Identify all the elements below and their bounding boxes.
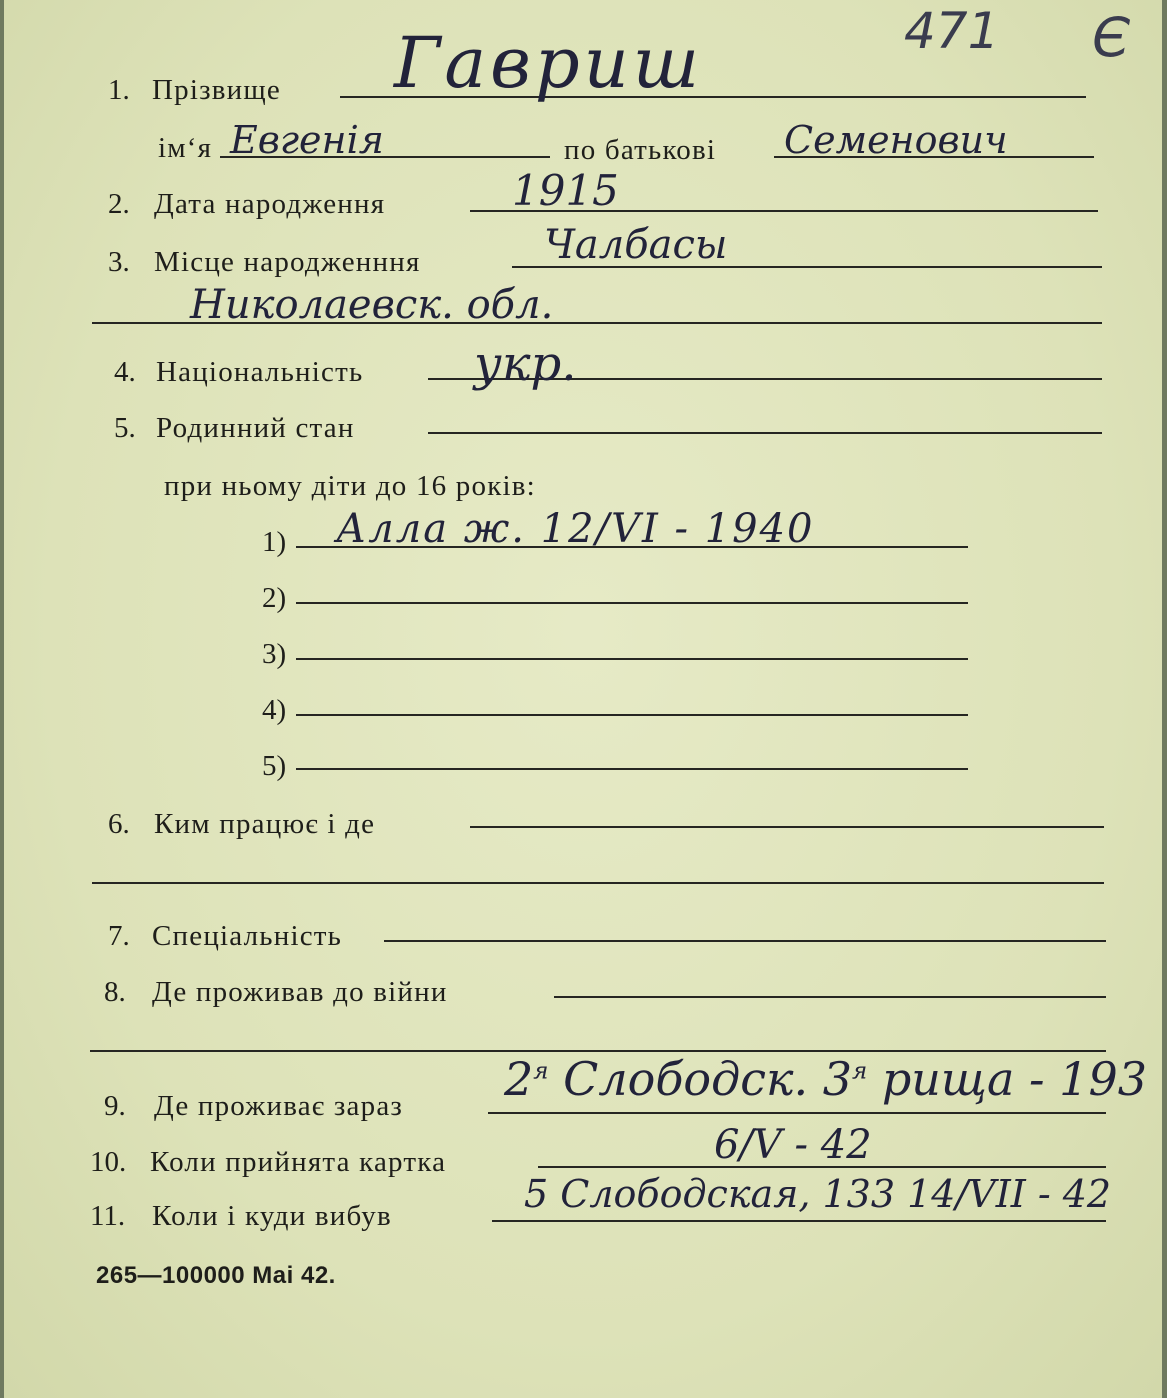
birth-place-value: Чалбасы <box>544 222 728 268</box>
birth-date-value: 1915 <box>512 166 619 215</box>
specialty-line <box>384 940 1106 942</box>
child-2-line <box>296 602 968 604</box>
archive-number: 471 <box>904 2 1000 60</box>
field-7-number: 7. <box>108 920 130 952</box>
marital-label: Родинний стан <box>156 412 355 444</box>
surname-value: Гавриш <box>394 22 704 104</box>
patronymic-label: по батькові <box>564 134 717 166</box>
current-label: Де проживає зараз <box>154 1090 404 1122</box>
accepted-label: Коли прийнята картка <box>150 1146 447 1178</box>
departed-line <box>492 1220 1106 1222</box>
departed-value: 5 Слободская, 133 14/VII - 42 <box>524 1172 1112 1216</box>
child-5-line <box>296 768 968 770</box>
nationality-value: укр. <box>474 336 577 392</box>
children-header: при ньому діти до 16 років: <box>164 470 536 502</box>
current-value: $2^я$ Слободск. $3^я$ рища - 193 <box>504 1052 1147 1106</box>
work-line-2 <box>92 882 1104 884</box>
field-8-number: 8. <box>104 976 126 1008</box>
child-3-line <box>296 658 968 660</box>
field-1-number: 1. <box>108 74 130 106</box>
archive-letter: Є <box>1092 6 1130 69</box>
accepted-value: 6/V - 42 <box>714 1122 872 1168</box>
birth-date-label: Дата народження <box>154 188 386 220</box>
child-1-value: Алла ж. 12/VI - 1940 <box>336 506 815 552</box>
prewar-line <box>554 996 1106 998</box>
child-4-number: 4) <box>262 694 287 726</box>
departed-label: Коли і куди вибув <box>152 1200 392 1232</box>
patronymic-value: Семенович <box>784 118 1008 162</box>
surname-label: Прізвище <box>152 74 281 106</box>
name-value: Евгенія <box>230 118 384 162</box>
child-2-number: 2) <box>262 582 287 614</box>
birth-place-label: Місце народженння <box>154 246 421 278</box>
marital-line <box>428 432 1102 434</box>
field-6-number: 6. <box>108 808 130 840</box>
printer-imprint: 265—100000 Mai 42. <box>96 1262 336 1289</box>
registration-card <box>4 0 1162 1398</box>
field-4-number: 4. <box>114 356 136 388</box>
child-3-number: 3) <box>262 638 287 670</box>
name-label: ім‘я <box>158 132 213 164</box>
prewar-label: Де проживав до війни <box>152 976 448 1008</box>
field-2-number: 2. <box>108 188 130 220</box>
field-9-number: 9. <box>104 1090 126 1122</box>
nationality-label: Національність <box>156 356 364 388</box>
child-1-number: 1) <box>262 526 287 558</box>
child-4-line <box>296 714 968 716</box>
field-10-number: 10. <box>90 1146 127 1178</box>
field-3-number: 3. <box>108 246 130 278</box>
birth-place-value-line2: Николаевск. обл. <box>190 282 554 328</box>
field-5-number: 5. <box>114 412 136 444</box>
work-line <box>470 826 1104 828</box>
field-11-number: 11. <box>90 1200 126 1232</box>
current-line <box>488 1112 1106 1114</box>
specialty-label: Спеціальність <box>152 920 343 952</box>
work-label: Ким працює і де <box>154 808 376 840</box>
child-5-number: 5) <box>262 750 287 782</box>
